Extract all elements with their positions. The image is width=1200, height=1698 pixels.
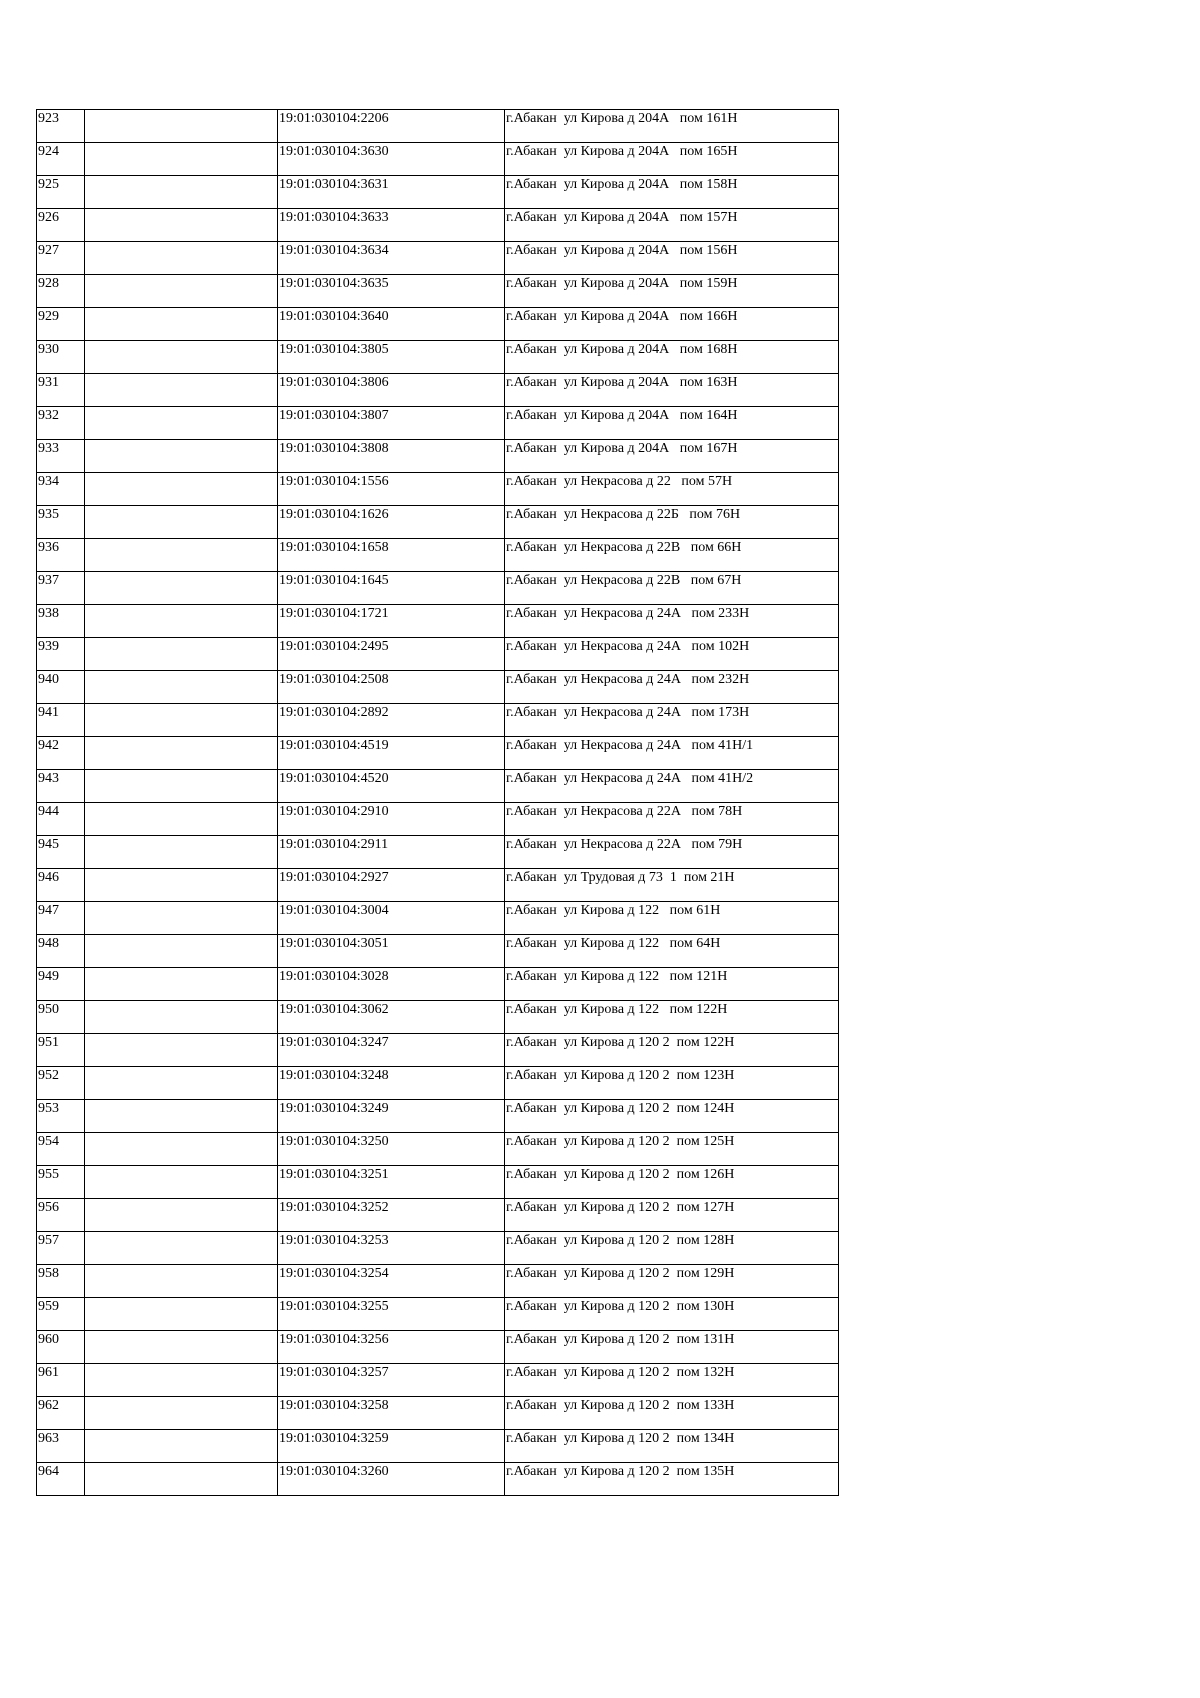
table-row [37,1232,839,1265]
row-number-cell: 928 [37,275,85,308]
address-cell: г.Абакан ул Кирова д 120 2 пом 132Н [505,1364,839,1397]
empty-cell [85,407,278,440]
cadastral-number-cell: 19:01:030104:3640 [278,308,505,341]
empty-cell [85,1199,278,1232]
address-cell: г.Абакан ул Некрасова д 22А пом 78Н [505,803,839,836]
row-number-cell: 958 [37,1265,85,1298]
address-cell: г.Абакан ул Некрасова д 22А пом 79Н [505,836,839,869]
cadastral-number-cell: 19:01:030104:3062 [278,1001,505,1034]
empty-cell [85,1067,278,1100]
empty-cell [85,1034,278,1067]
table-row [37,407,839,440]
row-number-cell: 957 [37,1232,85,1265]
table-row [37,836,839,869]
empty-cell [85,176,278,209]
address-cell: г.Абакан ул Кирова д 204А пом 163Н [505,374,839,407]
cadastral-number-cell: 19:01:030104:1658 [278,539,505,572]
cadastral-number-cell: 19:01:030104:3250 [278,1133,505,1166]
cadastral-number-cell: 19:01:030104:3635 [278,275,505,308]
address-cell: г.Абакан ул Кирова д 204А пом 156Н [505,242,839,275]
empty-cell [85,671,278,704]
table-row [37,704,839,737]
empty-cell [85,1364,278,1397]
empty-cell [85,935,278,968]
row-number-cell: 961 [37,1364,85,1397]
empty-cell [85,539,278,572]
address-cell: г.Абакан ул Кирова д 204А пом 159Н [505,275,839,308]
address-cell: г.Абакан ул Кирова д 122 пом 64Н [505,935,839,968]
table-row [37,935,839,968]
cadastral-number-cell: 19:01:030104:3256 [278,1331,505,1364]
cadastral-number-cell: 19:01:030104:3257 [278,1364,505,1397]
row-number-cell: 941 [37,704,85,737]
empty-cell [85,803,278,836]
table-row [37,506,839,539]
address-cell: г.Абакан ул Кирова д 120 2 пом 123Н [505,1067,839,1100]
address-cell: г.Абакан ул Кирова д 204А пом 167Н [505,440,839,473]
cadastral-number-cell: 19:01:030104:3004 [278,902,505,935]
table-row [37,110,839,143]
row-number-cell: 931 [37,374,85,407]
empty-cell [85,1133,278,1166]
property-registry-table [36,109,839,1496]
row-number-cell: 945 [37,836,85,869]
cadastral-number-cell: 19:01:030104:3805 [278,341,505,374]
address-cell: г.Абакан ул Кирова д 204А пом 166Н [505,308,839,341]
row-number-cell: 956 [37,1199,85,1232]
row-number-cell: 942 [37,737,85,770]
table-row [37,803,839,836]
cadastral-number-cell: 19:01:030104:3251 [278,1166,505,1199]
table-row [37,1463,839,1496]
address-cell: г.Абакан ул Трудовая д 73 1 пом 21Н [505,869,839,902]
empty-cell [85,1331,278,1364]
cadastral-number-cell: 19:01:030104:4519 [278,737,505,770]
row-number-cell: 933 [37,440,85,473]
table-row [37,539,839,572]
row-number-cell: 929 [37,308,85,341]
cadastral-number-cell: 19:01:030104:3051 [278,935,505,968]
row-number-cell: 952 [37,1067,85,1100]
address-cell: г.Абакан ул Кирова д 204А пом 157Н [505,209,839,242]
empty-cell [85,110,278,143]
address-cell: г.Абакан ул Кирова д 120 2 пом 126Н [505,1166,839,1199]
registry-table-body [37,110,839,1496]
cadastral-number-cell: 19:01:030104:3249 [278,1100,505,1133]
table-row [37,671,839,704]
row-number-cell: 944 [37,803,85,836]
address-cell: г.Абакан ул Кирова д 120 2 пом 129Н [505,1265,839,1298]
address-cell: г.Абакан ул Кирова д 204А пом 165Н [505,143,839,176]
address-cell: г.Абакан ул Некрасова д 24А пом 232Н [505,671,839,704]
document-page [36,109,839,1496]
row-number-cell: 963 [37,1430,85,1463]
empty-cell [85,836,278,869]
row-number-cell: 936 [37,539,85,572]
row-number-cell: 926 [37,209,85,242]
cadastral-number-cell: 19:01:030104:3253 [278,1232,505,1265]
table-row [37,605,839,638]
empty-cell [85,1001,278,1034]
empty-cell [85,275,278,308]
address-cell: г.Абакан ул Кирова д 120 2 пом 134Н [505,1430,839,1463]
empty-cell [85,143,278,176]
address-cell: г.Абакан ул Кирова д 120 2 пом 122Н [505,1034,839,1067]
table-row [37,374,839,407]
table-row [37,1331,839,1364]
empty-cell [85,1397,278,1430]
empty-cell [85,1166,278,1199]
empty-cell [85,1232,278,1265]
empty-cell [85,308,278,341]
row-number-cell: 947 [37,902,85,935]
table-row [37,869,839,902]
address-cell: г.Абакан ул Некрасова д 24А пом 102Н [505,638,839,671]
cadastral-number-cell: 19:01:030104:2495 [278,638,505,671]
row-number-cell: 930 [37,341,85,374]
row-number-cell: 927 [37,242,85,275]
table-row [37,770,839,803]
address-cell: г.Абакан ул Некрасова д 24А пом 41Н/1 [505,737,839,770]
row-number-cell: 954 [37,1133,85,1166]
row-number-cell: 924 [37,143,85,176]
cadastral-number-cell: 19:01:030104:3028 [278,968,505,1001]
cadastral-number-cell: 19:01:030104:2892 [278,704,505,737]
cadastral-number-cell: 19:01:030104:3247 [278,1034,505,1067]
row-number-cell: 951 [37,1034,85,1067]
empty-cell [85,869,278,902]
address-cell: г.Абакан ул Кирова д 122 пом 61Н [505,902,839,935]
address-cell: г.Абакан ул Кирова д 120 2 пом 128Н [505,1232,839,1265]
empty-cell [85,704,278,737]
address-cell: г.Абакан ул Кирова д 204А пом 158Н [505,176,839,209]
empty-cell [85,209,278,242]
empty-cell [85,605,278,638]
row-number-cell: 923 [37,110,85,143]
address-cell: г.Абакан ул Кирова д 120 2 пом 124Н [505,1100,839,1133]
address-cell: г.Абакан ул Кирова д 122 пом 122Н [505,1001,839,1034]
cadastral-number-cell: 19:01:030104:4520 [278,770,505,803]
cadastral-number-cell: 19:01:030104:3633 [278,209,505,242]
cadastral-number-cell: 19:01:030104:2910 [278,803,505,836]
table-row [37,737,839,770]
cadastral-number-cell: 19:01:030104:3806 [278,374,505,407]
address-cell: г.Абакан ул Некрасова д 22Б пом 76Н [505,506,839,539]
empty-cell [85,374,278,407]
cadastral-number-cell: 19:01:030104:3252 [278,1199,505,1232]
row-number-cell: 959 [37,1298,85,1331]
cadastral-number-cell: 19:01:030104:1626 [278,506,505,539]
row-number-cell: 925 [37,176,85,209]
table-row [37,473,839,506]
empty-cell [85,1463,278,1496]
cadastral-number-cell: 19:01:030104:2508 [278,671,505,704]
cadastral-number-cell: 19:01:030104:3808 [278,440,505,473]
cadastral-number-cell: 19:01:030104:1721 [278,605,505,638]
address-cell: г.Абакан ул Некрасова д 24А пом 233Н [505,605,839,638]
address-cell: г.Абакан ул Кирова д 120 2 пом 130Н [505,1298,839,1331]
row-number-cell: 938 [37,605,85,638]
table-row [37,1265,839,1298]
empty-cell [85,1100,278,1133]
address-cell: г.Абакан ул Кирова д 120 2 пом 125Н [505,1133,839,1166]
empty-cell [85,440,278,473]
empty-cell [85,968,278,1001]
table-row [37,1067,839,1100]
table-row [37,1397,839,1430]
empty-cell [85,770,278,803]
address-cell: г.Абакан ул Кирова д 120 2 пом 133Н [505,1397,839,1430]
cadastral-number-cell: 19:01:030104:1556 [278,473,505,506]
row-number-cell: 932 [37,407,85,440]
address-cell: г.Абакан ул Некрасова д 24А пом 173Н [505,704,839,737]
empty-cell [85,638,278,671]
table-row [37,176,839,209]
empty-cell [85,572,278,605]
address-cell: г.Абакан ул Кирова д 120 2 пом 127Н [505,1199,839,1232]
cadastral-number-cell: 19:01:030104:1645 [278,572,505,605]
table-row [37,968,839,1001]
row-number-cell: 955 [37,1166,85,1199]
address-cell: г.Абакан ул Кирова д 204А пом 164Н [505,407,839,440]
cadastral-number-cell: 19:01:030104:3260 [278,1463,505,1496]
address-cell: г.Абакан ул Некрасова д 24А пом 41Н/2 [505,770,839,803]
empty-cell [85,737,278,770]
cadastral-number-cell: 19:01:030104:2927 [278,869,505,902]
table-row [37,1034,839,1067]
table-row [37,341,839,374]
cadastral-number-cell: 19:01:030104:3259 [278,1430,505,1463]
cadastral-number-cell: 19:01:030104:3630 [278,143,505,176]
table-row [37,1298,839,1331]
empty-cell [85,473,278,506]
table-row [37,308,839,341]
empty-cell [85,341,278,374]
address-cell: г.Абакан ул Кирова д 120 2 пом 131Н [505,1331,839,1364]
row-number-cell: 953 [37,1100,85,1133]
row-number-cell: 962 [37,1397,85,1430]
row-number-cell: 939 [37,638,85,671]
row-number-cell: 934 [37,473,85,506]
table-row [37,209,839,242]
cadastral-number-cell: 19:01:030104:2206 [278,110,505,143]
table-row [37,1166,839,1199]
empty-cell [85,1298,278,1331]
empty-cell [85,1265,278,1298]
address-cell: г.Абакан ул Кирова д 204А пом 168Н [505,341,839,374]
empty-cell [85,1430,278,1463]
row-number-cell: 948 [37,935,85,968]
row-number-cell: 943 [37,770,85,803]
cadastral-number-cell: 19:01:030104:3631 [278,176,505,209]
table-row [37,638,839,671]
row-number-cell: 960 [37,1331,85,1364]
row-number-cell: 964 [37,1463,85,1496]
table-row [37,143,839,176]
table-row [37,572,839,605]
table-row [37,275,839,308]
row-number-cell: 950 [37,1001,85,1034]
cadastral-number-cell: 19:01:030104:3254 [278,1265,505,1298]
address-cell: г.Абакан ул Кирова д 204А пом 161Н [505,110,839,143]
cadastral-number-cell: 19:01:030104:3807 [278,407,505,440]
row-number-cell: 949 [37,968,85,1001]
cadastral-number-cell: 19:01:030104:3258 [278,1397,505,1430]
table-row [37,242,839,275]
table-row [37,1001,839,1034]
address-cell: г.Абакан ул Некрасова д 22В пом 67Н [505,572,839,605]
empty-cell [85,902,278,935]
row-number-cell: 946 [37,869,85,902]
table-row [37,1364,839,1397]
cadastral-number-cell: 19:01:030104:3248 [278,1067,505,1100]
cadastral-number-cell: 19:01:030104:3634 [278,242,505,275]
cadastral-number-cell: 19:01:030104:2911 [278,836,505,869]
empty-cell [85,242,278,275]
row-number-cell: 937 [37,572,85,605]
table-row [37,1133,839,1166]
address-cell: г.Абакан ул Некрасова д 22В пом 66Н [505,539,839,572]
address-cell: г.Абакан ул Кирова д 120 2 пом 135Н [505,1463,839,1496]
row-number-cell: 940 [37,671,85,704]
table-row [37,1100,839,1133]
table-row [37,1199,839,1232]
cadastral-number-cell: 19:01:030104:3255 [278,1298,505,1331]
table-row [37,440,839,473]
table-row [37,902,839,935]
address-cell: г.Абакан ул Некрасова д 22 пом 57Н [505,473,839,506]
table-row [37,1430,839,1463]
empty-cell [85,506,278,539]
address-cell: г.Абакан ул Кирова д 122 пом 121Н [505,968,839,1001]
row-number-cell: 935 [37,506,85,539]
